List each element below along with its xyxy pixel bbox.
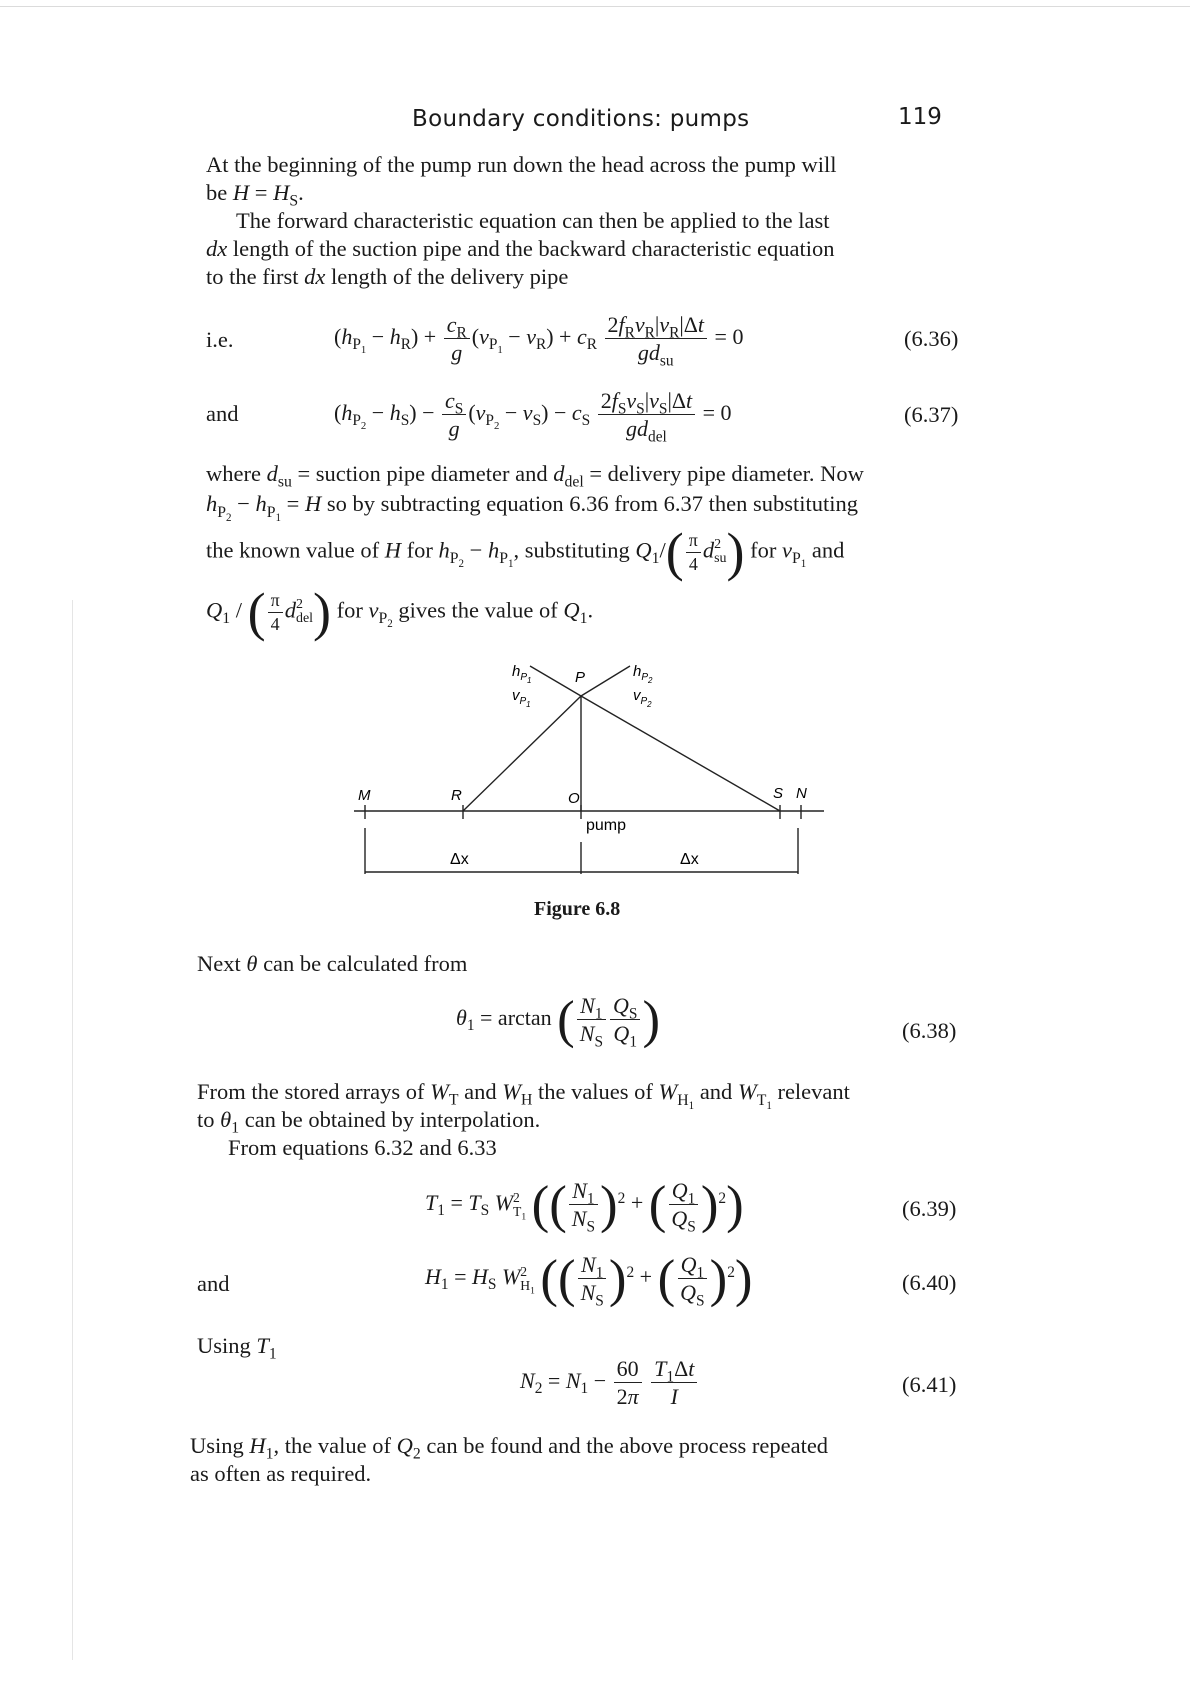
eq-number-6-38: (6.38) xyxy=(902,1018,957,1043)
next-word: Next xyxy=(197,951,241,976)
final-line-2: as often as required. xyxy=(190,1461,372,1486)
stored-text-and: and xyxy=(464,1079,497,1104)
stored-line2-post: can be obtained by interpolation. xyxy=(244,1107,541,1132)
where-line-3: the known value of H for $h_{P_2} - h_{P_1}$, substituting $Q_1/$( $\frac{\pi}{4}$ d 2 su ) for $v_{P_1}$ and xyxy=(206,522,845,583)
next-theta-text: can be calculated from xyxy=(263,951,468,976)
where-line-4: $Q_1$ / ( $\frac{\pi}{4}$ d 2 del ) for $v_{P_2}$ gives the value of $Q_1$. xyxy=(206,582,594,643)
and-label-2: and xyxy=(197,1271,230,1296)
using-T1-line: Using $T_1$ xyxy=(197,1333,277,1363)
equation-6-36: $(h_{P_1} - h_R)$ + $\frac{c_R}{g}$ $(v_{P_1} - v_R) + c_R$ $\frac{2f_Rv_R|v_R|\Delta t}{gd_{su}}$ = 0 xyxy=(334,312,744,370)
equation-6-38: $\theta_1 = \arctan$ ( $\frac{N_1}{N_S}$ $\frac{Q_S}{Q_1}$ ) xyxy=(456,990,661,1051)
paragraph-1-line-2: be $H = H_S$. xyxy=(206,180,304,210)
paragraph-2-line-3: to the first dx length of the delivery pipe xyxy=(206,264,569,289)
line3-mid: for xyxy=(406,537,433,563)
figure-6-8 xyxy=(0,650,1190,930)
figure-caption: Figure 6.8 xyxy=(534,898,621,920)
where-text-3: = delivery pipe diameter. Now xyxy=(589,461,864,486)
para2-line2-text: length of the suction pipe and the backward characteristic equation xyxy=(232,236,835,261)
from-equations-line: From equations 6.32 and 6.33 xyxy=(228,1135,497,1160)
label-R: R xyxy=(451,787,462,804)
and-label-1: and xyxy=(206,401,239,426)
stored-line-2: to $\theta_1$ can be obtained by interpolation. xyxy=(197,1107,541,1137)
eq-number-6-37: (6.37) xyxy=(904,402,959,427)
char-line-R-P xyxy=(463,696,581,811)
running-head: Boundary conditions: pumps xyxy=(412,106,750,132)
where-line-2: $h_{P_2} - h_{P_1} = H$ so by subtracting equation 6.36 from 6.37 then substituting xyxy=(206,491,859,524)
stored-text-post: relevant xyxy=(777,1079,850,1104)
eq-number-6-39: (6.39) xyxy=(902,1196,957,1221)
final-line1-pre: Using xyxy=(190,1433,244,1458)
stored-text-1: From the stored arrays of xyxy=(197,1079,425,1104)
label-N: N xyxy=(796,785,807,802)
ie-label: i.e. xyxy=(206,327,234,352)
label-pump: pump xyxy=(586,817,627,834)
stored-text-and2: and xyxy=(699,1079,733,1104)
label-O: O xyxy=(568,790,580,807)
final-line-1: Using $H_1$, the value of $Q_2$ can be found and the above process repeated xyxy=(190,1433,829,1463)
line3-mid2: , substituting xyxy=(513,537,630,563)
page-number: 119 xyxy=(898,104,942,130)
line3-pre: the known value of xyxy=(206,537,380,563)
para1-line2-text: be xyxy=(206,180,233,205)
paragraph-2-line-2: dx length of the suction pipe and the backward characteristic equation xyxy=(206,236,835,261)
final-line1-post: , the value of xyxy=(273,1433,391,1458)
label-hP2: $h_{P2}$ xyxy=(633,663,653,685)
line3-and: and xyxy=(811,537,845,563)
char-line-P-S xyxy=(581,696,780,811)
label-dx-left: Δx xyxy=(450,851,469,868)
label-vP1: $v_{P1}$ xyxy=(512,687,531,709)
where-line-1: where $d_{su}$ = suction pipe diameter and $d_{del}$ = delivery pipe diameter. Now xyxy=(206,461,864,491)
stored-line2-pre: to xyxy=(197,1107,215,1132)
eq-number-6-40: (6.40) xyxy=(902,1270,957,1295)
paragraph-2-line-1: The forward characteristic equation can then be applied to the last xyxy=(236,208,830,233)
equation-6-41: $N_2 = N_1$ − $\frac{60}{2\pi}$ $\frac{T_1\Delta t}{I}$ xyxy=(520,1356,699,1410)
label-P: P xyxy=(575,669,586,686)
line4-post: gives the value of xyxy=(398,597,558,623)
equation-6-40: $H_1 = H_S$ W 2 $H_1$ (( $\frac{N_1}{N_S}$ )$^2$ + ( $\frac{Q_1}{Q_S}$ )$^2$) xyxy=(425,1249,753,1310)
scan-top-edge xyxy=(0,6,1190,7)
next-theta-line: Next θ can be calculated from xyxy=(197,951,468,976)
paragraph-1-line-1: At the beginning of the pump run down the head across the pump will xyxy=(206,152,837,177)
label-M: M xyxy=(358,787,371,804)
final-line1-end: can be found and the above process repeated xyxy=(426,1433,829,1458)
equation-6-37: $(h_{P_2} - h_S)$ − $\frac{c_S}{g}$ $(v_{P_2} - v_S) - c_S$ $\frac{2f_Sv_S|v_S|\Delta t}{gd_{del}}$ = 0 xyxy=(334,388,732,446)
line3-for: for xyxy=(750,537,777,563)
para2-line3-pre: to the first xyxy=(206,264,305,289)
where-text-1: where xyxy=(206,461,261,486)
stored-text-mid: the values of xyxy=(537,1079,653,1104)
using-label: Using xyxy=(197,1333,251,1358)
label-dx-right: Δx xyxy=(680,851,699,868)
stored-line-1: From the stored arrays of $W_T$ and $W_H$ the values of $W_{H_1}$ and $W_{T_1}$ relevant xyxy=(197,1079,850,1112)
where-line2-text: so by subtracting equation 6.36 from 6.37 then substituting xyxy=(326,491,859,516)
eq-number-6-41: (6.41) xyxy=(902,1372,957,1397)
equation-6-39: $T_1 = T_S$ W 2 $T_1$ (( $\frac{N_1}{N_S}$ )$^2$ + ( $\frac{Q_1}{Q_S}$ )$^2$) xyxy=(425,1175,744,1236)
line4-for: for xyxy=(336,597,363,623)
label-vP2: $v_{P2}$ xyxy=(633,687,652,709)
label-S: S xyxy=(773,785,784,802)
leader-hP1 xyxy=(530,666,581,696)
leader-hP2 xyxy=(581,666,630,696)
para2-line3-post: length of the delivery pipe xyxy=(330,264,569,289)
label-hP1: $h_{P1}$ xyxy=(512,663,532,685)
where-text-2: = suction pipe diameter and xyxy=(297,461,548,486)
eq-number-6-36: (6.36) xyxy=(904,326,959,351)
